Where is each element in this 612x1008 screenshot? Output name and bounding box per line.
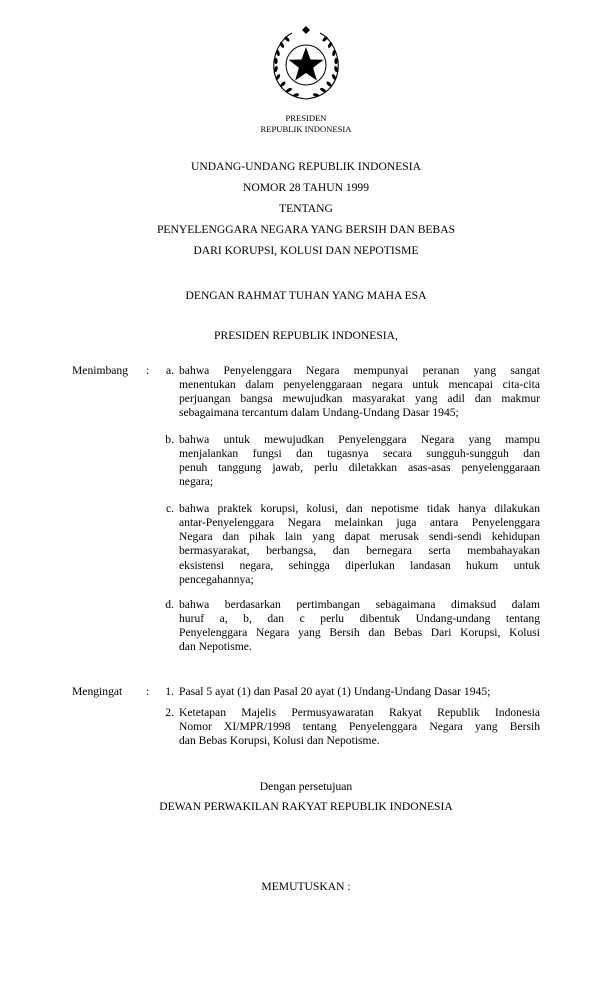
- mengingat-item-2: [179, 706, 540, 748]
- menimbang-item-mark: a.: [165, 364, 174, 377]
- item-line: huruf a, b, dan c perlu dibentuk Undang-undang tentang: [179, 612, 540, 626]
- mengingat-label: Mengingat: [72, 685, 123, 698]
- menimbang-colon: :: [146, 364, 150, 377]
- title-line-2: NOMOR 28 TAHUN 1999: [242, 181, 370, 194]
- item-line: bahwa praktek korupsi, kolusi, dan nepotisme tidak hanya dilakukan: [179, 502, 540, 515]
- menimbang-item-mark: b.: [165, 433, 174, 446]
- item-line: menjalankan fungsi dan tugasnya secara sungguh-sungguh dan: [179, 447, 540, 461]
- mengingat-item-mark: 2.: [165, 706, 174, 719]
- garuda-star-emblem-icon: [266, 25, 346, 105]
- item-line: bahwa untuk mewujudkan Penyelenggara Negara yang mampu: [179, 433, 540, 446]
- item-line: Nomor XI/MPR/1998 tentang Penyelenggara Negara yang Bersih: [179, 720, 540, 734]
- item-line: dan Nepotisme.: [179, 640, 252, 654]
- item-line: menentukan dalam penyelenggaraan negara untuk mencapai cita-cita: [179, 378, 540, 392]
- office-line-1: PRESIDEN: [285, 113, 327, 123]
- menimbang-item-c: [179, 502, 540, 587]
- item-line: pencegahannya;: [179, 572, 254, 586]
- mengingat-colon: :: [146, 685, 150, 698]
- menimbang-item-b: [179, 433, 540, 490]
- item-line: Penyelenggara Negara yang Bersih dan Bebas Dari Korupsi, Kolusi: [179, 626, 540, 640]
- title-line-5: DARI KORUPSI, KOLUSI DAN NEPOTISME: [193, 244, 419, 257]
- mengingat-item-mark: 1.: [165, 685, 174, 698]
- office-line-2: REPUBLIK INDONESIA: [260, 124, 352, 134]
- decision-line: MEMUTUSKAN :: [261, 880, 351, 893]
- item-line: negara;: [179, 475, 214, 489]
- item-line: bahwa Penyelenggara Negara mempunyai peranan yang sangat: [179, 364, 540, 377]
- item-line: bahwa berdasarkan pertimbangan sebagaimana dimaksud dalam: [179, 598, 540, 611]
- blessing-line: DENGAN RAHMAT TUHAN YANG MAHA ESA: [185, 289, 427, 302]
- menimbang-item-a: [179, 364, 540, 421]
- menimbang-item-mark: d.: [165, 598, 174, 611]
- title-line-4: PENYELENGGARA NEGARA YANG BERSIH DAN BEBAS: [156, 223, 456, 236]
- item-line: Ketetapan Majelis Permusyawaratan Rakyat Republik Indonesia: [179, 706, 540, 719]
- title-line-1: UNDANG-UNDANG REPUBLIK INDONESIA: [191, 160, 421, 173]
- title-line-3: TENTANG: [279, 202, 333, 215]
- item-line: sebagaimana tercantum dalam Undang-Undang Dasar 1945;: [179, 406, 459, 420]
- menimbang-item-d: [179, 598, 540, 655]
- item-line: bermasyarakat, berbangsa, dan bernegara serta membahayakan: [179, 544, 540, 558]
- president-line: PRESIDEN REPUBLIK INDONESIA,: [214, 329, 398, 342]
- item-line: dan Bebas Korupsi, Kolusi dan Nepotisme.: [179, 734, 380, 748]
- menimbang-label: Menimbang: [72, 364, 129, 377]
- item-line: Pasal 5 ayat (1) dan Pasal 20 ayat (1) Undang-Undang Dasar 1945;: [179, 685, 491, 698]
- item-line: eksistensi negara, sehingga diperlukan landasan hukum untuk: [179, 558, 540, 572]
- item-line: penuh tanggung jawab, perlu diletakkan asas-asas penyelenggaraan: [179, 461, 540, 475]
- item-line: Negara dan pihak lain yang dapat merusak sendi-sendi kehidupan: [179, 530, 540, 544]
- approval-line-1: Dengan persetujuan: [259, 780, 353, 793]
- mengingat-item-1: [179, 685, 540, 699]
- approval-line-2: DEWAN PERWAKILAN RAKYAT REPUBLIK INDONESIA: [159, 800, 453, 813]
- item-line: antar-Penyelenggara Negara melainkan juga antara Penyelenggara: [179, 516, 540, 530]
- menimbang-item-mark: c.: [165, 502, 174, 515]
- item-line: perjuangan bangsa mewujudkan masyarakat yang adil dan makmur: [179, 392, 540, 406]
